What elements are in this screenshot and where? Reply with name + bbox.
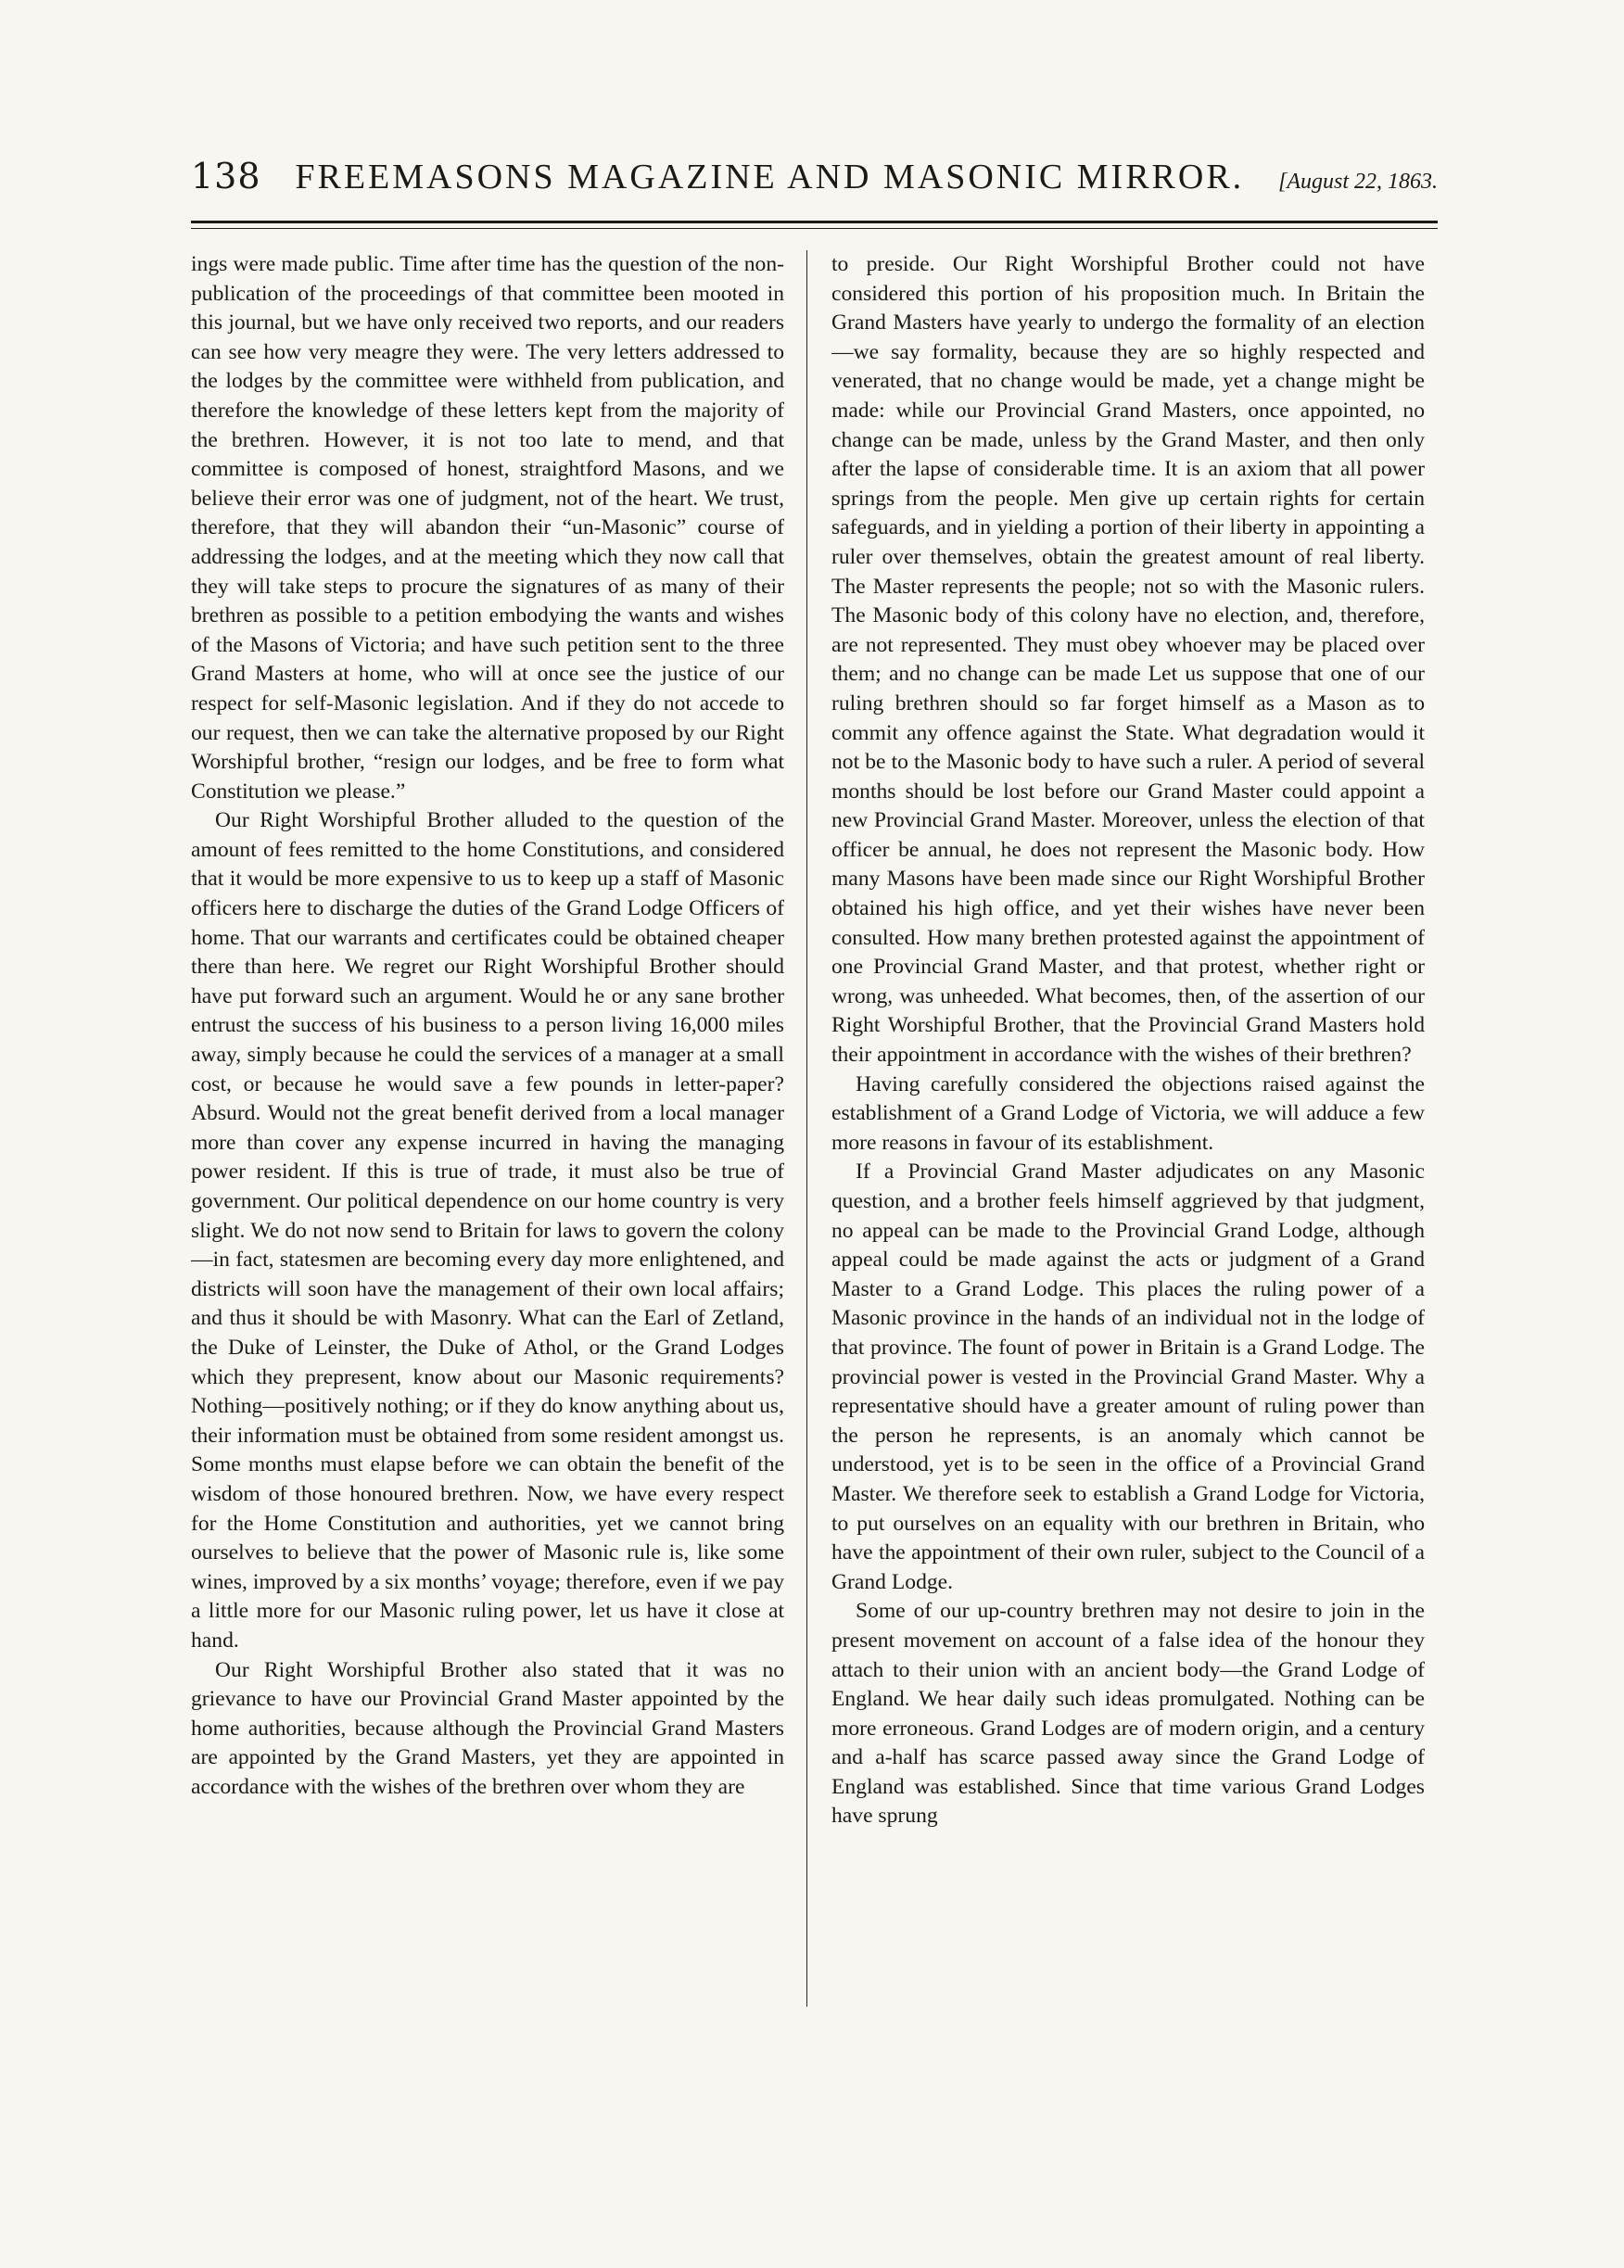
left-column xyxy=(191,250,784,2007)
paragraph: Having carefully considered the objections raised against the establishment of a Grand Lodge of Victoria, we will adduce a few more reasons in favour of its establishment. xyxy=(831,1071,1425,1155)
paragraph: Our Right Worshipful Brother also stated that it was no grievance to have our Provincial Grand Master appointed by the home authorities, because although the Provincial Grand Masters are appointed by the Grand Masters, yet they are appointed in accordance with the wishes of the brethren over whom they are xyxy=(191,1657,784,1799)
paragraph: to preside. Our Right Worshipful Brother could not have considered this portion of his proposition much. In Britain the Grand Masters have yearly to undergo the formality of an election—we say formality, because they are so highly respected and venerated, that no change would be made, yet a change might be made: while our Provincial Grand Masters, once appointed, no change can be made, unless by the Grand Master, and then only after the lapse of considerable time. It is an axiom that all power springs from the people. Men give up certain rights for certain safeguards, and in yielding a portion of their liberty in appointing a ruler over themselves, obtain the greatest amount of real liberty. The Master represents the people; not so with the Masonic rulers. The Masonic body of this colony have no election, and, therefore, are not represented. They must obey whoever may be placed over them; and no change can be made Let us suppose that one of our ruling brethren should so far forget himself as a Mason as to commit any offence against the State. What degradation would it not be to the Masonic body to have such a ruler. A period of several months should be lost before our Grand Master could appoint a new Provincial Grand Master. Moreover, unless the election of that officer be annual, he does not represent the Masonic body. How many Masons have been made since our Right Worshipful Brother obtained his high office, and yet their wishes have never been consulted. How many brethen protested against the appointment of one Provincial Grand Master, and that protest, whether right or wrong, was unheeded. What becomes, then, of the assertion of our Right Worshipful Brother, that the Provincial Grand Masters hold their appointment in accordance with the wishes of their brethren? xyxy=(831,252,1425,1068)
page-header xyxy=(191,156,1438,211)
paragraph: Our Right Worshipful Brother alluded to the question of the amount of fees remitted to the home Constitutions, and considered that it would be more expensive to us to keep up a staff of Masonic officers here to discharge the duties of the Grand Lodge Officers of home. That our warrants and certificates could be obtained cheaper there than here. We regret our Right Worshipful Brother should have put forward such an argument. Would he or any sane brother entrust the success of his business to a person living 16,000 miles away, simply because he could the services of a manager at a small cost, or because he would save a few pounds in letter-paper? Absurd. Would not the great benefit derived from a local manager more than cover any expense incurred in having the managing power resident. If this is true of trade, it must also be true of government. Our political dependence on our home country is very slight. We do not now send to Britain for laws to govern the colony—in fact, statesmen are becoming every day more enlightened, and districts will soon have the management of their own local affairs; and thus it should be with Masonry. What can the Earl of Zetland, the Duke of Leinster, the Duke of Athol, or the Grand Lodges which they prepresent, know about our Masonic requirements? Nothing—positively nothing; or if they do know anything about us, their information must be obtained from some resident amongst us. Some months must elapse before we can obtain the benefit of the wisdom of those honoured brethren. Now, we have every respect for the Home Constitution and authorities, yet we cannot bring ourselves to believe that the power of Masonic rule is, like some wines, improved by a six months’ voyage; therefore, even if we pay a little more for our Masonic ruling power, let us have it close at hand. xyxy=(191,808,784,1653)
paragraph: ings were made public. Time after time has the question of the non-publication of the proceedings of that committee been mooted in this journal, but we have only received two reports, and our readers can see how very meagre they were. The very letters addressed to the lodges by the committee were withheld from publication, and therefore the knowledge of these letters kept from the majority of the brethren. However, it is not too late to mend, and that committee is composed of honest, straightford Masons, and we believe their error was one of judgment, not of the heart. We trust, therefore, that they will abandon their “un-Masonic” course of addressing the lodges, and at the meeting which they now call that they will take steps to procure the signatures of as many of their brethren as possible to a petition embodying the wants and wishes of the Masons of Victoria; and have such petition sent to the three Grand Masters at home, who will at once see the justice of our respect for self-Masonic legislation. And if they do not accede to our request, then we can take the alternative proposed by our Right Worshipful brother, “resign our lodges, and be free to form what Constitution we please.” xyxy=(191,252,784,804)
right-column xyxy=(831,250,1425,2007)
paragraph: If a Provincial Grand Master adjudicates on any Masonic question, and a brother feels himself aggrieved by that judgment, no appeal can be made to the Provincial Grand Lodge, although appeal could be made against the acts or judgment of a Grand Master to a Grand Lodge. This places the ruling power of a Masonic province in the hands of an individual not in the lodge of that province. The fount of power in Britain is a Grand Lodge. The provincial power is vested in the Provincial Grand Master. Why a representative should have a greater amount of ruling power than the person he represents, is an anomaly which cannot be understood, yet is to be seen in the office of a Provincial Grand Master. We therefore seek to establish a Grand Lodge for Victoria, to put ourselves on an equality with our brethren in Britain, who have the appointment of their own ruler, subject to the Council of a Grand Lodge. xyxy=(831,1159,1425,1594)
paragraph: Some of our up-country brethren may not desire to join in the present movement on account of a false idea of the honour they attach to their union with an ancient body—the Grand Lodge of England. We hear daily such ideas promulgated. Nothing can be more erroneous. Grand Lodges are of modern origin, and a century and a-half has scarce passed away since the Grand Lodge of England was established. Since that time various Grand Lodges have sprung xyxy=(831,1599,1425,1829)
running-title: FREEMASONS MAGAZINE AND MASONIC MIRROR. xyxy=(295,158,1245,196)
header-rule-thin xyxy=(191,228,1438,229)
issue-date: [August 22, 1863. xyxy=(1277,170,1438,194)
column-divider xyxy=(806,250,807,2007)
page-number: 138 xyxy=(191,156,261,196)
header-rule-thick xyxy=(191,221,1438,223)
